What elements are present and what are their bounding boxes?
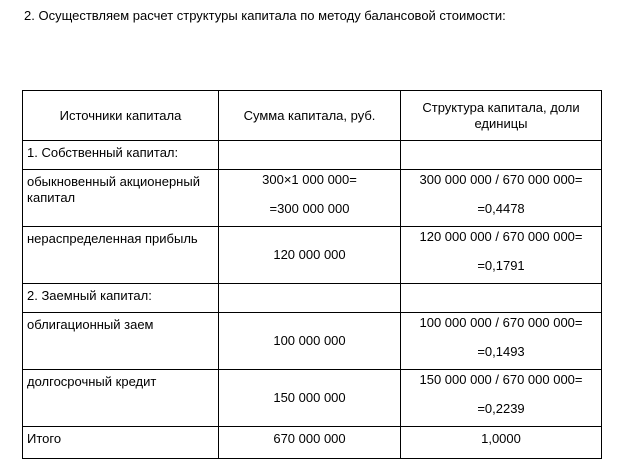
common-stock-cell — [23, 170, 219, 227]
table-row — [23, 284, 602, 313]
section-equity-label: 1. Собственный капитал: — [23, 141, 219, 170]
common-stock-share-line1: 300 000 000 / 670 000 000= — [419, 172, 583, 187]
long-term-credit-share-line1: 150 000 000 / 670 000 000= — [419, 372, 583, 387]
retained-earnings-amount-cell — [219, 227, 401, 284]
common-stock-share-cell — [401, 170, 602, 227]
bond-loan-share-cell — [401, 313, 602, 370]
empty-cell — [401, 284, 602, 313]
empty-cell — [219, 141, 401, 170]
table-row — [23, 370, 602, 427]
retained-earnings-share-line2: =0,1791 — [477, 258, 525, 273]
total-amount: 670 000 000 — [219, 427, 401, 459]
table-row — [23, 170, 602, 227]
table-total-row — [23, 427, 602, 459]
section-heading: 2. Осуществляем расчет структуры капитала по методу балансовой стоимости: — [24, 8, 506, 23]
long-term-credit-cell — [23, 370, 219, 427]
retained-earnings-cell — [23, 227, 219, 284]
long-term-credit-label: долгосрочный кредит — [27, 374, 157, 389]
long-term-credit-amount-cell — [219, 370, 401, 427]
total-label: Итого — [23, 427, 219, 459]
capital-structure-table — [22, 90, 602, 459]
retained-earnings-label: нераспределенная прибыль — [27, 231, 198, 246]
common-stock-amount-line2: =300 000 000 — [269, 201, 350, 216]
bond-loan-amount-cell — [219, 313, 401, 370]
table-row — [23, 141, 602, 170]
long-term-credit-share-line2: =0,2239 — [477, 401, 525, 416]
retained-earnings-share-line1: 120 000 000 / 670 000 000= — [419, 229, 583, 244]
bond-loan-share-line2: =0,1493 — [477, 344, 525, 359]
section-debt-label: 2. Заемный капитал: — [23, 284, 219, 313]
table-row — [23, 227, 602, 284]
common-stock-share-line2: =0,4478 — [477, 201, 525, 216]
empty-cell — [401, 141, 602, 170]
header-structure: Структура капитала, доли единицы — [401, 91, 602, 141]
bond-loan-amount: 100 000 000 — [273, 333, 346, 348]
common-stock-amount-cell — [219, 170, 401, 227]
long-term-credit-share-cell — [401, 370, 602, 427]
table-row — [23, 313, 602, 370]
total-share: 1,0000 — [401, 427, 602, 459]
table-header-row — [23, 91, 602, 141]
bond-loan-label: облигационный заем — [27, 317, 154, 332]
common-stock-amount-line1: 300×1 000 000= — [262, 172, 357, 187]
header-source: Источники капитала — [23, 91, 219, 141]
bond-loan-share-line1: 100 000 000 / 670 000 000= — [419, 315, 583, 330]
empty-cell — [219, 284, 401, 313]
header-amount: Сумма капитала, руб. — [219, 91, 401, 141]
retained-earnings-amount: 120 000 000 — [273, 247, 346, 262]
retained-earnings-share-cell — [401, 227, 602, 284]
common-stock-label: обыкновенный акционерный капитал — [27, 174, 200, 205]
bond-loan-cell — [23, 313, 219, 370]
long-term-credit-amount: 150 000 000 — [273, 390, 346, 405]
